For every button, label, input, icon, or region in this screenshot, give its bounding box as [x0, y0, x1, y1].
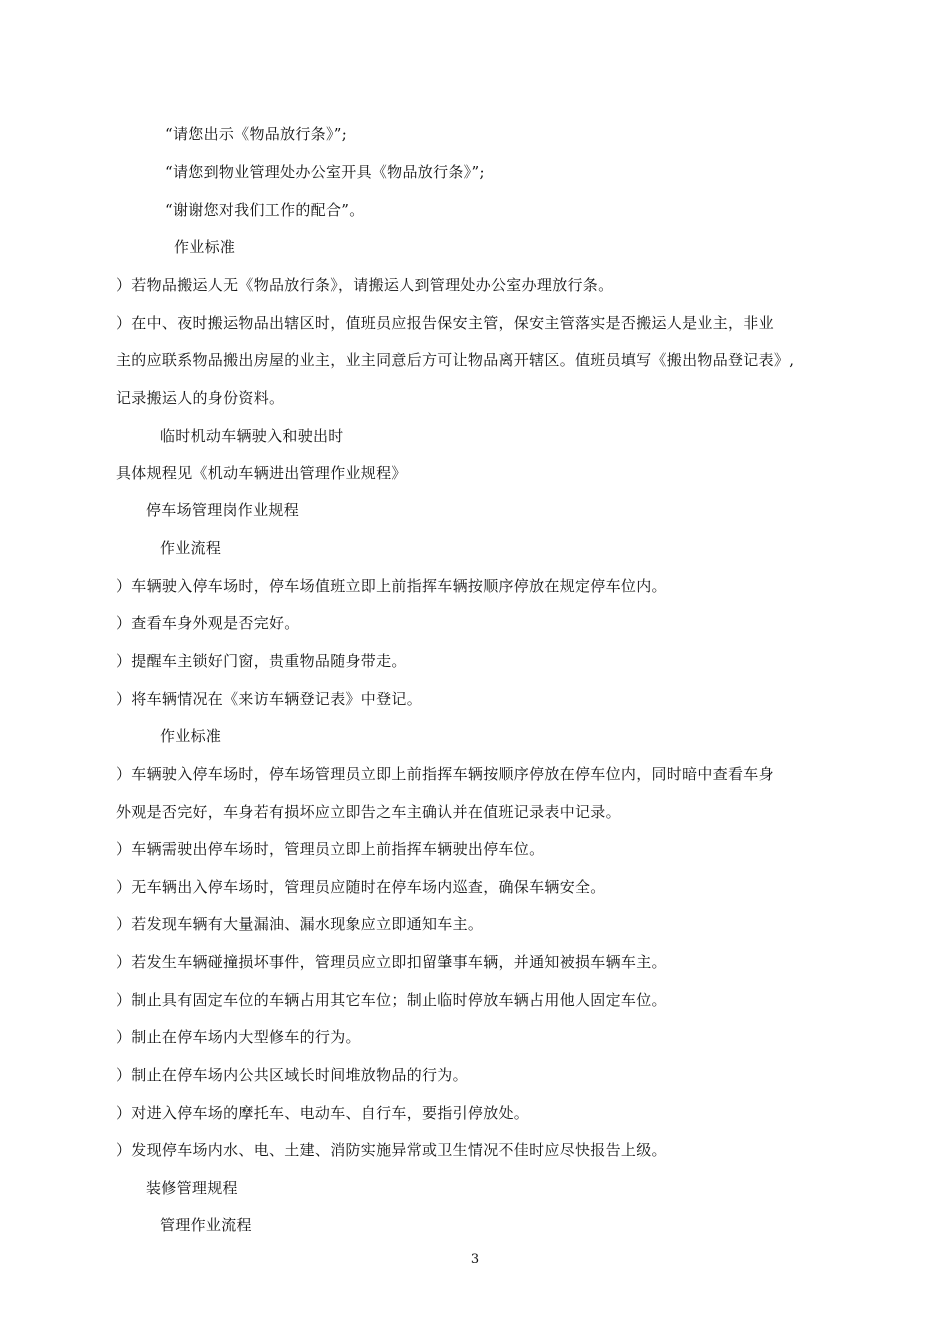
section-heading: 装修管理规程 [146, 1179, 238, 1197]
quote-line: “请您出示《物品放行条》”; [165, 125, 348, 143]
page-number: 3 [470, 1252, 480, 1267]
list-item: ）制止在停车场内公共区域长时间堆放物品的行为。 [116, 1066, 468, 1084]
list-item: ）提醒车主锁好门窗，贵重物品随身带走。 [116, 652, 407, 670]
quote-line: “谢谢您对我们工作的配合”。 [165, 201, 365, 219]
list-item: ）制止具有固定车位的车辆占用其它车位；制止临时停放车辆占用他人固定车位。 [116, 991, 667, 1009]
section-heading: 临时机动车辆驶入和驶出时 [160, 427, 344, 445]
subsection-heading: 作业流程 [160, 539, 222, 557]
list-item: ）将车辆情况在《来访车辆登记表》中登记。 [116, 690, 423, 708]
list-item: ）发现停车场内水、电、土建、消防实施异常或卫生情况不佳时应尽快报告上级。 [116, 1141, 667, 1159]
list-item: ）若发生车辆碰撞损坏事件，管理员应立即扣留肇事车辆，并通知被损车辆车主。 [116, 953, 667, 971]
paragraph-line: 主的应联系物品搬出房屋的业主，业主同意后方可让物品离开辖区。值班员填写《搬出物品登记表》, [116, 351, 795, 369]
list-item: ）若发现车辆有大量漏油、漏水现象应立即通知车主。 [116, 915, 484, 933]
paragraph-line: ）在中、夜时搬运物品出辖区时，值班员应报告保安主管，保安主管落实是否搬运人是业主，非业 [116, 314, 774, 332]
quote-line: “请您到物业管理处办公室开具《物品放行条》”; [165, 163, 485, 181]
section-heading: 作业标准 [174, 238, 236, 256]
list-item: 外观是否完好，车身若有损坏应立即告之车主确认并在值班记录表中记录。 [116, 803, 621, 821]
list-item: ）车辆驶入停车场时，停车场管理员立即上前指挥车辆按顺序停放在停车位内，同时暗中查看车身 [116, 765, 774, 783]
paragraph-line: 具体规程见《机动车辆进出管理作业规程》 [116, 464, 407, 482]
section-heading: 停车场管理岗作业规程 [146, 501, 300, 519]
paragraph-line: 记录搬运人的身份资料。 [116, 389, 285, 407]
list-item: ）对进入停车场的摩托车、电动车、自行车，要指引停放处。 [116, 1104, 530, 1122]
paragraph-line: ）若物品搬运人无《物品放行条》，请搬运人到管理处办公室办理放行条。 [116, 276, 614, 294]
list-item: ）制止在停车场内大型修车的行为。 [116, 1028, 361, 1046]
list-item: ）车辆需驶出停车场时，管理员立即上前指挥车辆驶出停车位。 [116, 840, 545, 858]
subsection-heading: 管理作业流程 [160, 1216, 252, 1234]
list-item: ）查看车身外观是否完好。 [116, 614, 300, 632]
subsection-heading: 作业标准 [160, 727, 222, 745]
list-item: ）车辆驶入停车场时，停车场值班立即上前指挥车辆按顺序停放在规定停车位内。 [116, 577, 667, 595]
list-item: ）无车辆出入停车场时，管理员应随时在停车场内巡查，确保车辆安全。 [116, 878, 606, 896]
